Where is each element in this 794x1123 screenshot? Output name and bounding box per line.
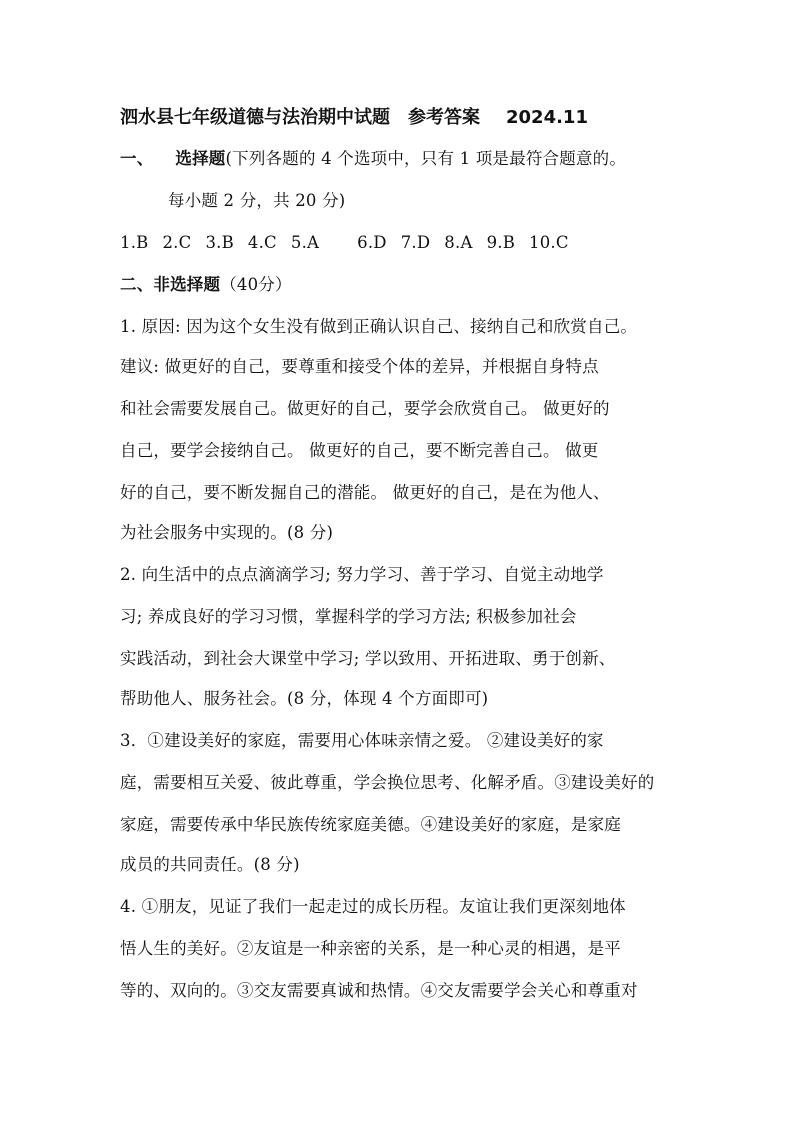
text-line: 2. 向生活中的点点滴滴学习; 努力学习、善于学习、自觉主动地学: [120, 565, 604, 584]
answer-item: 8.A: [444, 233, 473, 252]
section1-instruction: (下列各题的 4 个选项中，只有 1 项是最符合题意的。: [225, 149, 627, 168]
text-line: 和社会需要发展自己。做更好的自己，要学会欣赏自己。 做更好的: [120, 399, 610, 418]
text-line: 自己，要学会接纳自己。 做更好的自己，要不断完善自己。 做更: [120, 441, 599, 460]
answer-item: 4.C: [247, 233, 277, 252]
text-line: 4. ①朋友，见证了我们一起走过的成长历程。友谊让我们更深刻地体: [120, 897, 626, 916]
text-line: 等的、双向的。③交友需要真诚和热情。④交友需要学会关心和尊重对: [120, 981, 638, 1000]
text-line: 帮助他人、服务社会。(8 分，体现 4 个方面即可): [120, 689, 489, 708]
answer-item: 2.C: [162, 233, 192, 252]
answer-item: 1.B: [120, 233, 149, 252]
text-line: 建议: 做更好的自己，要尊重和接受个体的差异，并根据自身特点: [120, 357, 599, 376]
answer-item: 9.B: [486, 233, 516, 252]
text-line: 家庭，需要传承中华民族传统家庭美德。④建设美好的家庭，是家庭: [120, 815, 621, 834]
section1-title: 选择题: [175, 149, 226, 168]
title-text: 泗水县七年级道德与法治期中试题 参考答案: [120, 107, 480, 128]
section1-number: 一、: [120, 149, 154, 168]
text-line: 悟人生的美好。②友谊是一种亲密的关系，是一种心灵的相遇，是平: [120, 939, 621, 958]
text-line: 为社会服务中实现的。(8 分): [120, 523, 334, 542]
text-line: 好的自己，要不断发掘自己的潜能。 做更好的自己，是在为他人、: [120, 483, 610, 502]
section2-title: 二、非选择题: [120, 275, 221, 294]
section1-heading: [120, 148, 690, 170]
text-line: 实践活动，到社会大课堂中学习; 学以致用、开拓进取、勇于创新、: [120, 649, 616, 668]
multiple-choice-answers: [120, 232, 690, 254]
answer-item: 5.A: [290, 233, 320, 252]
section1-scoring: 每小题 2 分，共 20 分): [168, 191, 346, 210]
text-line: 庭，需要相互关爱、彼此尊重，学会换位思考、化解矛盾。③建设美好的: [120, 773, 655, 792]
title-year: 2024.11: [506, 107, 588, 128]
answer-item: 10.C: [529, 233, 569, 252]
text-line: 3．①建设美好的家庭，需要用心体味亲情之爱。 ②建设美好的家: [120, 731, 604, 750]
answer-item: 3.B: [205, 233, 234, 252]
section2-points: （40分）: [220, 275, 292, 294]
page-title: [120, 106, 588, 130]
section2-heading: [120, 274, 690, 296]
answer-item: 6.D: [357, 233, 387, 252]
text-line: 1. 原因: 因为这个女生没有做到正确认识自己、接纳自己和欣赏自己。: [120, 317, 638, 336]
text-line: 习; 养成良好的学习习惯，掌握科学的学习方法; 积极参加社会: [120, 607, 577, 626]
answer-item: 7.D: [400, 233, 431, 252]
text-line: 成员的共同责任。(8 分): [120, 855, 300, 874]
